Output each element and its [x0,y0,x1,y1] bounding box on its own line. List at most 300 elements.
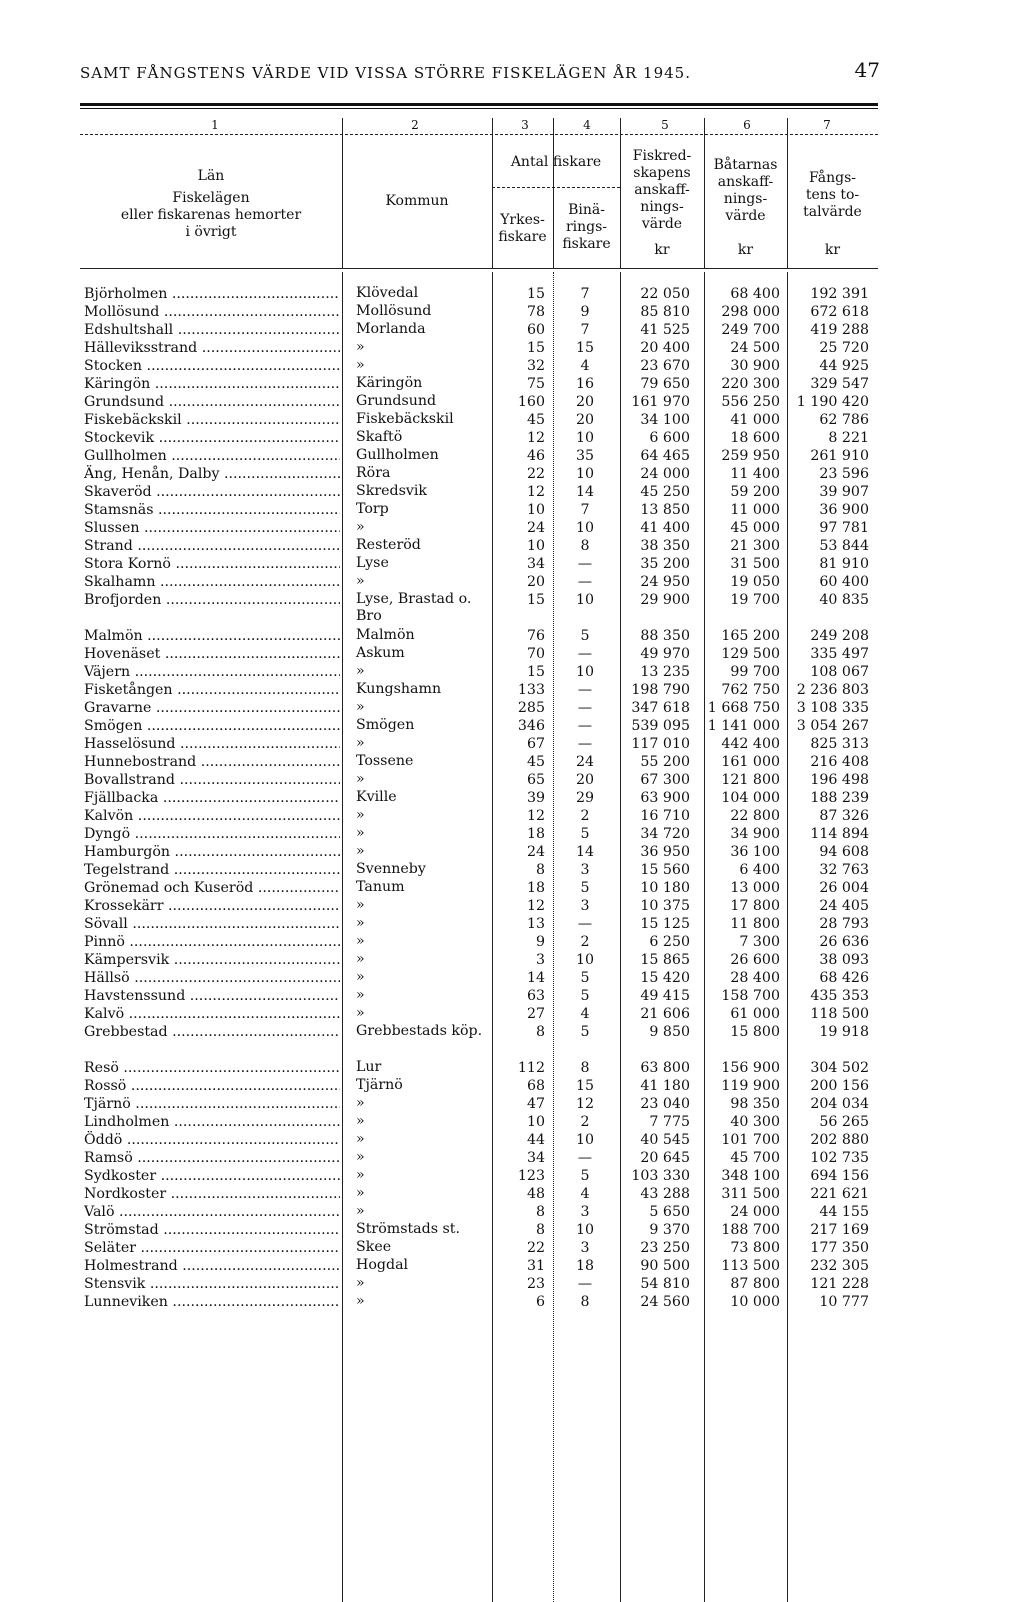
header-number-rule [80,134,878,135]
fiskelage-cell: Holmestrand ..... [84,1257,340,1275]
table-row [80,429,880,447]
fiskredskap-varde-cell: 539 095 [631,718,690,734]
fiskredskap-varde-cell: 9 850 [649,1024,690,1040]
table-row [80,411,880,429]
kommun-cell: Tanum [356,879,405,895]
table-row [80,681,880,699]
batar-varde-cell: 1 141 000 [707,718,780,734]
header-fisk-unit: kr [654,242,670,258]
binaringsfiskare-cell: 7 [580,286,590,302]
fiskelage-cell: Hasselösund ..... [84,735,340,753]
column-number-3: 3 [521,118,529,132]
batar-varde-cell: 30 900 [730,358,780,374]
fiskredskap-varde-cell: 34 720 [640,826,690,842]
header-kommun: Kommun [385,193,449,209]
fangst-totalvarde-cell: 221 621 [810,1186,869,1202]
fangst-totalvarde-cell: 329 547 [810,376,869,392]
kommun-cell: Gullholmen [356,447,439,463]
fiskredskap-varde-cell: 6 250 [649,934,690,950]
fiskredskap-varde-cell: 6 600 [649,430,690,446]
kommun-cell: » [356,1203,365,1219]
header-fang-1: Fångs- [808,170,856,186]
fiskelage-cell: Skalhamn ..... [84,573,340,591]
fiskelage-cell: Fisketången ..... [84,681,340,699]
header-eller: eller fiskarenas hemorter [120,207,302,223]
table-row [80,825,880,843]
yrkesfiskare-cell: 6 [535,1294,545,1310]
batar-varde-cell: 68 400 [730,286,780,302]
table-row [80,1203,880,1221]
table-row [80,969,880,987]
fangst-totalvarde-cell: 694 156 [810,1168,869,1184]
batar-varde-cell: 22 800 [730,808,780,824]
yrkesfiskare-cell: 22 [526,466,545,482]
fangst-totalvarde-cell: 32 763 [819,862,869,878]
batar-varde-cell: 21 300 [730,538,780,554]
yrkesfiskare-cell: 8 [535,1222,545,1238]
fangst-totalvarde-cell: 232 305 [810,1258,869,1274]
fangst-totalvarde-cell: 23 596 [819,466,869,482]
fangst-totalvarde-cell: 1 190 420 [796,394,869,410]
fiskelage-cell: Lindholmen ..... [84,1113,340,1131]
yrkesfiskare-cell: 14 [526,970,545,986]
fangst-totalvarde-cell: 204 034 [810,1096,869,1112]
running-head: SAMT FÅNGSTENS VÄRDE VID VISSA STÖRRE FISKELÄGEN ÅR 1945. [80,64,691,82]
fiskelage-cell: Fiskebäckskil ..... [84,411,340,429]
yrkesfiskare-cell: 46 [526,448,545,464]
table-row [80,1221,880,1239]
page-number: 47 [854,58,880,82]
kommun-cell: » [356,519,365,535]
fiskelage-cell: Smögen ..... [84,717,340,735]
kommun-cell: Röra [356,465,391,481]
batar-varde-cell: 11 000 [730,502,780,518]
yrkesfiskare-cell: 20 [526,574,545,590]
fangst-totalvarde-cell: 261 910 [810,448,869,464]
kommun-cell: » [356,1293,365,1309]
fangst-totalvarde-cell: 102 735 [810,1150,869,1166]
fangst-totalvarde-cell: 188 239 [810,790,869,806]
kommun-cell: Tossene [356,753,414,769]
batar-varde-cell: 45 000 [730,520,780,536]
binaringsfiskare-cell: — [577,646,593,662]
fiskredskap-varde-cell: 23 040 [640,1096,690,1112]
fangst-totalvarde-cell: 19 918 [819,1024,869,1040]
binaringsfiskare-cell: 7 [580,502,590,518]
batar-varde-cell: 556 250 [721,394,780,410]
kommun-cell: Kungshamn [356,681,442,697]
batar-varde-cell: 348 100 [721,1168,780,1184]
fiskredskap-varde-cell: 43 288 [640,1186,690,1202]
fiskelage-cell: Hamburgön ..... [84,843,340,861]
table-row [80,879,880,897]
binaringsfiskare-cell: 5 [580,826,590,842]
fangst-totalvarde-cell: 39 907 [819,484,869,500]
binaringsfiskare-cell: 4 [580,1006,590,1022]
kommun-cell: Käringön [356,375,423,391]
batar-varde-cell: 15 800 [730,1024,780,1040]
binaringsfiskare-cell: 5 [580,970,590,986]
fangst-totalvarde-cell: 335 497 [810,646,869,662]
header-lan: Län [197,168,225,184]
kommun-cell: » [356,339,365,355]
binaringsfiskare-cell: 10 [575,466,595,482]
fiskelage-cell: Sydkoster ..... [84,1167,340,1185]
fangst-totalvarde-cell: 108 067 [810,664,869,680]
table-row [80,321,880,339]
kommun-cell: » [356,825,365,841]
fiskelage-cell: Havstenssund ..... [84,987,340,1005]
page-header [80,58,880,88]
fiskelage-cell: Stensvik ..... [84,1275,340,1293]
yrkesfiskare-cell: 12 [526,898,545,914]
table-row [80,933,880,951]
fiskredskap-varde-cell: 23 250 [640,1240,690,1256]
batar-varde-cell: 119 900 [721,1078,780,1094]
fiskelage-cell: Malmön ..... [84,627,340,645]
batar-varde-cell: 259 950 [721,448,780,464]
fiskelage-cell: Resö ..... [84,1059,340,1077]
fiskredskap-varde-cell: 20 400 [640,340,690,356]
fiskredskap-varde-cell: 38 350 [640,538,690,554]
yrkesfiskare-cell: 63 [526,988,545,1004]
kommun-cell: » [356,1095,365,1111]
yrkesfiskare-cell: 3 [535,952,545,968]
header-bina-2: rings- [565,219,608,235]
fangst-totalvarde-cell: 60 400 [819,574,869,590]
fangst-totalvarde-cell: 192 391 [810,286,869,302]
yrkesfiskare-cell: 13 [526,916,545,932]
yrkesfiskare-cell: 346 [517,718,545,734]
yrkesfiskare-cell: 39 [526,790,545,806]
fangst-totalvarde-cell: 177 350 [810,1240,869,1256]
fangst-totalvarde-cell: 3 108 335 [796,700,869,716]
batar-varde-cell: 442 400 [721,736,780,752]
yrkesfiskare-cell: 8 [535,1204,545,1220]
batar-varde-cell: 24 000 [730,1204,780,1220]
kommun-cell: Klövedal [356,285,419,301]
fiskelage-cell: Mollösund ..... [84,303,340,321]
yrkesfiskare-cell: 31 [526,1258,545,1274]
kommun-cell: Skaftö [356,429,403,445]
fiskredskap-varde-cell: 63 800 [640,1060,690,1076]
batar-varde-cell: 45 700 [730,1150,780,1166]
kommun-cell: Malmön [356,627,415,643]
kommun-cell: » [356,663,365,679]
batar-varde-cell: 41 000 [730,412,780,428]
fiskredskap-varde-cell: 16 710 [640,808,690,824]
fangst-totalvarde-cell: 216 408 [810,754,869,770]
binaringsfiskare-cell: 9 [580,304,590,320]
binaringsfiskare-cell: 10 [575,664,595,680]
fiskelage-cell: Käringön ..... [84,375,340,393]
kommun-cell: » [356,1149,365,1165]
header-fisk-1: Fiskred- [632,148,692,164]
yrkesfiskare-cell: 18 [526,880,545,896]
batar-varde-cell: 19 700 [730,592,780,608]
kommun-cell: Smögen [356,717,415,733]
binaringsfiskare-cell: 10 [575,952,595,968]
fiskelage-cell: Ramsö ..... [84,1149,340,1167]
batar-varde-cell: 17 800 [730,898,780,914]
batar-varde-cell: 121 800 [721,772,780,788]
fangst-totalvarde-cell: 53 844 [819,538,869,554]
binaringsfiskare-cell: 20 [575,394,595,410]
binaringsfiskare-cell: 8 [580,538,590,554]
binaringsfiskare-cell: 4 [580,358,590,374]
binaringsfiskare-cell: 4 [580,1186,590,1202]
table-row [80,465,880,483]
header-fisk-4: nings- [640,199,684,215]
kommun-cell: Lur [356,1059,382,1075]
binaringsfiskare-cell: 8 [580,1294,590,1310]
table-row [80,1149,880,1167]
batar-varde-cell: 24 500 [730,340,780,356]
table-row [80,537,880,555]
fiskredskap-varde-cell: 40 545 [640,1132,690,1148]
kommun-cell: Resteröd [356,537,421,553]
fiskredskap-varde-cell: 79 650 [640,376,690,392]
fiskelage-cell: Gravarne ..... [84,699,340,717]
fangst-totalvarde-cell: 87 326 [819,808,869,824]
binaringsfiskare-cell: 24 [575,754,595,770]
fiskelage-cell: Edshultshall ..... [84,321,340,339]
fiskredskap-varde-cell: 24 560 [640,1294,690,1310]
kommun-cell: Strömstads st. [356,1221,461,1237]
batar-varde-cell: 13 000 [730,880,780,896]
binaringsfiskare-cell: — [577,556,593,572]
yrkesfiskare-cell: 8 [535,1024,545,1040]
fiskelage-cell: Stocken ..... [84,357,340,375]
table-row [80,753,880,771]
batar-varde-cell: 99 700 [730,664,780,680]
header-bat-4: värde [725,208,766,224]
binaringsfiskare-cell: 2 [580,934,590,950]
batar-varde-cell: 104 000 [721,790,780,806]
kommun-cell: » [356,735,365,751]
header-bina-3: fiskare [562,236,611,252]
fiskredskap-varde-cell: 117 010 [631,736,690,752]
fiskredskap-varde-cell: 41 525 [640,322,690,338]
binaringsfiskare-cell: 5 [580,988,590,1004]
yrkesfiskare-cell: 34 [526,556,545,572]
table-row [80,627,880,645]
header-yrkes-1: Yrkes- [500,212,545,228]
fiskredskap-varde-cell: 20 645 [640,1150,690,1166]
fiskredskap-varde-cell: 34 100 [640,412,690,428]
fiskredskap-varde-cell: 90 500 [640,1258,690,1274]
table-row [80,1167,880,1185]
fiskelage-cell: Seläter ..... [84,1239,340,1257]
yrkesfiskare-cell: 160 [517,394,545,410]
batar-varde-cell: 61 000 [730,1006,780,1022]
kommun-cell: » [356,1113,365,1129]
binaringsfiskare-cell: 5 [580,1168,590,1184]
batar-varde-cell: 220 300 [721,376,780,392]
binaringsfiskare-cell: 3 [580,1204,590,1220]
table-row [80,735,880,753]
batar-varde-cell: 311 500 [721,1186,780,1202]
fangst-totalvarde-cell: 24 405 [819,898,869,914]
kommun-cell: » [356,1185,365,1201]
fangst-totalvarde-cell: 114 894 [810,826,869,842]
fangst-totalvarde-cell: 825 313 [810,736,869,752]
yrkesfiskare-cell: 10 [526,1114,545,1130]
fiskelage-cell: Tegelstrand ..... [84,861,340,879]
table-row [80,861,880,879]
table-row [80,897,880,915]
top-rule [80,103,878,106]
batar-varde-cell: 7 300 [739,934,780,950]
table-body [80,285,880,1311]
binaringsfiskare-cell: 8 [580,1060,590,1076]
fiskelage-cell: Grundsund ..... [84,393,340,411]
fiskredskap-varde-cell: 21 606 [640,1006,690,1022]
fiskredskap-varde-cell: 85 810 [640,304,690,320]
kommun-cell: Fiskebäckskil [356,411,454,427]
kommun-cell: » [356,987,365,1003]
fangst-totalvarde-cell: 672 618 [810,304,869,320]
fiskredskap-varde-cell: 88 350 [640,628,690,644]
binaringsfiskare-cell: 18 [575,1258,595,1274]
fangst-totalvarde-cell: 25 720 [819,340,869,356]
table-row [80,1095,880,1113]
column-number-2: 2 [411,118,419,132]
table-row [80,843,880,861]
yrkesfiskare-cell: 24 [526,520,545,536]
batar-varde-cell: 34 900 [730,826,780,842]
fiskelage-cell: Stockevik ..... [84,429,340,447]
fangst-totalvarde-cell: 2 236 803 [796,682,869,698]
fiskredskap-varde-cell: 49 415 [640,988,690,1004]
kommun-cell: » [356,915,365,931]
batar-varde-cell: 158 700 [721,988,780,1004]
fiskelage-cell: Pinnö ..... [84,933,340,951]
fiskelage-cell: Skaveröd ..... [84,483,340,501]
fiskelage-cell: Kämpersvik ..... [84,951,340,969]
fangst-totalvarde-cell: 44 155 [819,1204,869,1220]
fiskredskap-varde-cell: 49 970 [640,646,690,662]
kommun-cell: Lyse, Brastad o. Bro [356,591,472,624]
table-row [80,483,880,501]
fiskredskap-varde-cell: 29 900 [640,592,690,608]
yrkesfiskare-cell: 44 [526,1132,545,1148]
header-bina-1: Binä- [568,202,605,218]
fangst-totalvarde-cell: 304 502 [810,1060,869,1076]
table-row [80,357,880,375]
yrkesfiskare-cell: 285 [517,700,545,716]
table-row [80,591,880,627]
fiskelage-cell: Kalvön ..... [84,807,340,825]
yrkesfiskare-cell: 10 [526,538,545,554]
binaringsfiskare-cell: 14 [575,844,595,860]
fiskredskap-varde-cell: 10 375 [640,898,690,914]
kommun-cell: » [356,573,365,589]
table-row [80,285,880,303]
yrkesfiskare-cell: 78 [526,304,545,320]
binaringsfiskare-cell: 5 [580,880,590,896]
binaringsfiskare-cell: 10 [575,592,595,608]
fiskredskap-varde-cell: 103 330 [631,1168,690,1184]
fangst-totalvarde-cell: 202 880 [810,1132,869,1148]
fiskredskap-varde-cell: 45 250 [640,484,690,500]
batar-varde-cell: 11 800 [730,916,780,932]
binaringsfiskare-cell: 29 [575,790,595,806]
fiskelage-cell: Kalvö ..... [84,1005,340,1023]
yrkesfiskare-cell: 23 [526,1276,545,1292]
fiskelage-cell: Tjärnö ..... [84,1095,340,1113]
binaringsfiskare-cell: 3 [580,898,590,914]
fiskelage-cell: Öddö ..... [84,1131,340,1149]
column-number-5: 5 [661,118,669,132]
fangst-totalvarde-cell: 62 786 [819,412,869,428]
fiskredskap-varde-cell: 67 300 [640,772,690,788]
yrkesfiskare-cell: 45 [526,412,545,428]
kommun-cell: Svenneby [356,861,426,877]
kommun-cell: » [356,357,365,373]
kommun-cell: Hogdal [356,1257,409,1273]
binaringsfiskare-cell: 10 [575,520,595,536]
binaringsfiskare-cell: 14 [575,484,595,500]
yrkesfiskare-cell: 15 [526,340,545,356]
yrkesfiskare-cell: 47 [526,1096,545,1112]
column-number-7: 7 [823,118,831,132]
fiskredskap-varde-cell: 35 200 [640,556,690,572]
fangst-totalvarde-cell: 97 781 [819,520,869,536]
batar-varde-cell: 31 500 [730,556,780,572]
fiskredskap-varde-cell: 22 050 [640,286,690,302]
table-row [80,663,880,681]
fiskelage-cell: Hälleviksstrand ..... [84,339,340,357]
fiskelage-cell: Lunneviken ..... [84,1293,340,1311]
table-row [80,1131,880,1149]
batar-varde-cell: 40 300 [730,1114,780,1130]
fiskelage-cell: Väjern ..... [84,663,340,681]
table-row [80,1293,880,1311]
batar-varde-cell: 1 668 750 [707,700,780,716]
table-row [80,375,880,393]
kommun-cell: Mollösund [356,303,432,319]
table-row [80,303,880,321]
table-row [80,1257,880,1275]
yrkesfiskare-cell: 75 [526,376,545,392]
yrkesfiskare-cell: 68 [526,1078,545,1094]
top-rule-thin [80,108,878,109]
fiskredskap-varde-cell: 10 180 [640,880,690,896]
fangst-totalvarde-cell: 40 835 [819,592,869,608]
fiskelage-cell: Sövall ..... [84,915,340,933]
kommun-cell: Tjärnö [356,1077,403,1093]
fiskelage-cell: Rossö ..... [84,1077,340,1095]
batar-varde-cell: 298 000 [721,304,780,320]
yrkesfiskare-cell: 48 [526,1186,545,1202]
kommun-cell: » [356,807,365,823]
table-row [80,1077,880,1095]
kommun-cell: Kville [356,789,397,805]
table-row [80,339,880,357]
kommun-cell: Lyse [356,555,389,571]
fiskredskap-varde-cell: 55 200 [640,754,690,770]
fiskredskap-varde-cell: 41 180 [640,1078,690,1094]
yrkesfiskare-cell: 15 [526,664,545,680]
binaringsfiskare-cell: 2 [580,808,590,824]
fiskredskap-varde-cell: 9 370 [649,1222,690,1238]
header-fang-3: talvärde [803,204,862,220]
yrkesfiskare-cell: 22 [526,1240,545,1256]
fiskelage-cell: Stora Kornö ..... [84,555,340,573]
fangst-totalvarde-cell: 217 169 [810,1222,869,1238]
kommun-cell: » [356,771,365,787]
